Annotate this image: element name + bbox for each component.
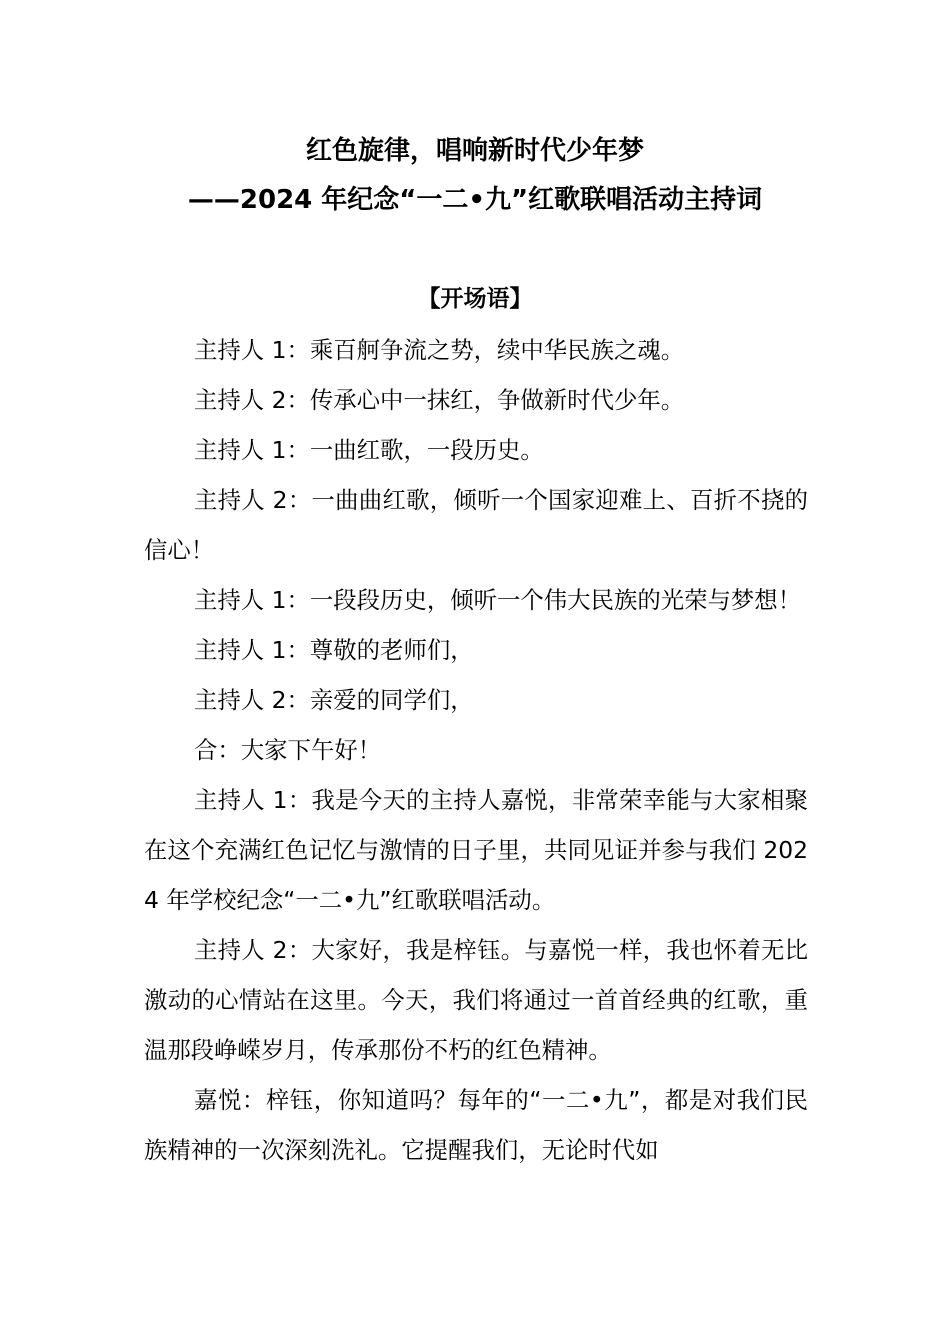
document-subtitle: ——2024 年纪念“一二•九”红歌联唱活动主持词	[187, 185, 763, 215]
paragraph: 主持人 2：亲爱的同学们，	[194, 686, 474, 714]
section-heading: 【开场语】	[417, 286, 533, 312]
paragraph: 主持人 2：传承心中一抹红，争做新时代少年。	[194, 386, 685, 414]
document-body	[144, 325, 808, 1175]
paragraph: 主持人 1：乘百舸争流之势，续中华民族之魂。	[194, 336, 685, 364]
paragraph: 主持人 2：一曲曲红歌，倾听一个国家迎难上、百折不挠的信心！	[144, 486, 808, 564]
paragraph: 嘉悦：梓钰，你知道吗？每年的“一二•九”，都是对我们民族精神的一次深刻洗礼。它提醒我们，无论时代如	[144, 1086, 808, 1164]
paragraph: 主持人 1：一曲红歌，一段历史。	[194, 436, 544, 464]
paragraph: 主持人 1：我是今天的主持人嘉悦，非常荣幸能与大家相聚在这个充满红色记忆与激情的日子里，共同见证并参与我们 2024 年学校纪念“一二•九”红歌联唱活动。	[144, 786, 808, 914]
paragraph: 合：大家下午好！	[194, 736, 382, 764]
document-title: 红色旋律，唱响新时代少年梦	[305, 136, 644, 166]
paragraph: 主持人 1：一段段历史，倾听一个伟大民族的光荣与梦想！	[194, 586, 802, 614]
paragraph: 主持人 2：大家好，我是梓钰。与嘉悦一样，我也怀着无比激动的心情站在这里。今天，我们将通过一首首经典的红歌，重温那段峥嵘岁月，传承那份不朽的红色精神。	[144, 936, 808, 1064]
paragraph: 主持人 1：尊敬的老师们，	[194, 636, 474, 664]
